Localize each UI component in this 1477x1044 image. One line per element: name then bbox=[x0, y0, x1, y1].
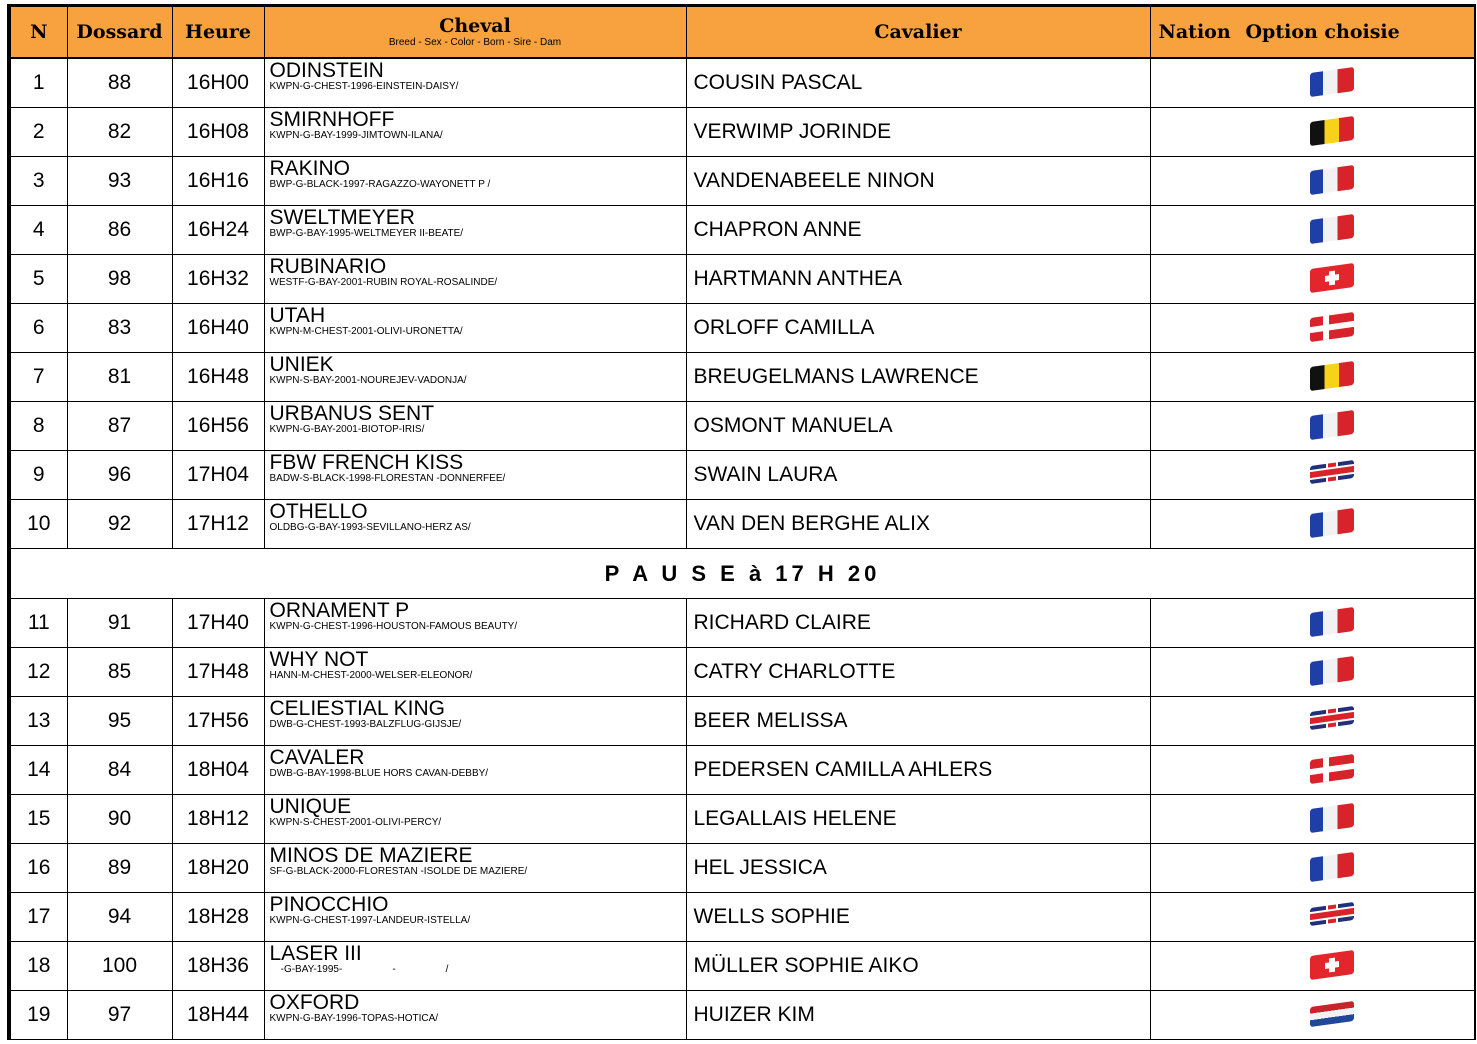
start-time: 18H28 bbox=[172, 893, 264, 942]
row-number: 12 bbox=[9, 648, 67, 697]
horse-pedigree: DWB-G-BAY-1998-BLUE HORS CAVAN-DEBBY/ bbox=[269, 768, 489, 779]
header-dossard: Dossard bbox=[67, 6, 172, 59]
nation-cell bbox=[1150, 648, 1475, 697]
flag-ch-icon bbox=[1310, 263, 1354, 293]
flag-dk-icon bbox=[1310, 754, 1354, 784]
rider-name: SWAIN LAURA bbox=[686, 451, 1150, 500]
flag-nl-icon bbox=[1310, 1001, 1354, 1027]
nation-cell bbox=[1150, 697, 1475, 746]
bib-number: 87 bbox=[67, 402, 172, 451]
bib-number: 83 bbox=[67, 304, 172, 353]
bib-number: 92 bbox=[67, 500, 172, 549]
nation-cell bbox=[1150, 157, 1475, 206]
table-row bbox=[9, 991, 1475, 1040]
row-number: 7 bbox=[9, 353, 67, 402]
row-number: 18 bbox=[9, 942, 67, 991]
horse-pedigree: HANN-M-CHEST-2000-WELSER-ELEONOR/ bbox=[269, 670, 473, 681]
bib-number: 86 bbox=[67, 206, 172, 255]
bib-number: 98 bbox=[67, 255, 172, 304]
start-time: 16H00 bbox=[172, 58, 264, 108]
horse-cell bbox=[264, 402, 686, 451]
table-row bbox=[9, 697, 1475, 746]
flag-fr-icon bbox=[1310, 165, 1354, 195]
horse-name: RUBINARIO bbox=[269, 255, 387, 278]
start-time: 16H16 bbox=[172, 157, 264, 206]
header-cavalier: Cavalier bbox=[686, 6, 1150, 59]
bib-number: 84 bbox=[67, 746, 172, 795]
flag-fr-icon bbox=[1310, 607, 1354, 637]
nation-cell bbox=[1150, 991, 1475, 1040]
table-row bbox=[9, 942, 1475, 991]
horse-pedigree: KWPN-S-BAY-2001-NOUREJEV-VADONJA/ bbox=[269, 375, 467, 386]
start-time: 16H08 bbox=[172, 108, 264, 157]
header-n: N bbox=[9, 6, 67, 59]
row-number: 3 bbox=[9, 157, 67, 206]
rider-name: VERWIMP JORINDE bbox=[686, 108, 1150, 157]
horse-name: OTHELLO bbox=[269, 500, 368, 523]
nation-cell bbox=[1150, 844, 1475, 893]
nation-cell bbox=[1150, 942, 1475, 991]
start-time: 18H04 bbox=[172, 746, 264, 795]
horse-cell bbox=[264, 599, 686, 648]
rider-name: RICHARD CLAIRE bbox=[686, 599, 1150, 648]
rider-name: VAN DEN BERGHE ALIX bbox=[686, 500, 1150, 549]
start-time: 17H04 bbox=[172, 451, 264, 500]
rows-after-pause bbox=[9, 599, 1475, 1040]
nation-cell bbox=[1150, 108, 1475, 157]
row-number: 6 bbox=[9, 304, 67, 353]
horse-name: PINOCCHIO bbox=[269, 893, 389, 916]
bib-number: 95 bbox=[67, 697, 172, 746]
rider-name: HARTMANN ANTHEA bbox=[686, 255, 1150, 304]
table-row bbox=[9, 599, 1475, 648]
bib-number: 82 bbox=[67, 108, 172, 157]
table-row bbox=[9, 108, 1475, 157]
horse-name: ORNAMENT P bbox=[269, 599, 410, 622]
horse-cell bbox=[264, 304, 686, 353]
row-number: 11 bbox=[9, 599, 67, 648]
horse-cell bbox=[264, 893, 686, 942]
row-number: 13 bbox=[9, 697, 67, 746]
bib-number: 96 bbox=[67, 451, 172, 500]
horse-name: UNIQUE bbox=[269, 795, 352, 818]
flag-fr-icon bbox=[1310, 852, 1354, 882]
table-row bbox=[9, 157, 1475, 206]
horse-name: WHY NOT bbox=[269, 648, 369, 671]
table-row bbox=[9, 353, 1475, 402]
nation-cell bbox=[1150, 304, 1475, 353]
horse-name: UNIEK bbox=[269, 353, 334, 376]
horse-name: LASER III bbox=[269, 942, 362, 965]
pause-label: P A U S E à 17 H 20 bbox=[9, 549, 1475, 599]
horse-name: CELIESTIAL KING bbox=[269, 697, 445, 720]
table-row bbox=[9, 893, 1475, 942]
nation-cell bbox=[1150, 255, 1475, 304]
start-time: 18H44 bbox=[172, 991, 264, 1040]
rider-name: VANDENABEELE NINON bbox=[686, 157, 1150, 206]
flag-fr-icon bbox=[1310, 214, 1354, 244]
horse-cell bbox=[264, 157, 686, 206]
nation-cell bbox=[1150, 402, 1475, 451]
start-time: 16H56 bbox=[172, 402, 264, 451]
horse-cell bbox=[264, 353, 686, 402]
rider-name: OSMONT MANUELA bbox=[686, 402, 1150, 451]
row-number: 15 bbox=[9, 795, 67, 844]
horse-name: SWELTMEYER bbox=[269, 206, 415, 229]
horse-pedigree: DWB-G-CHEST-1993-BALZFLUG-GIJSJE/ bbox=[269, 719, 462, 730]
nation-cell bbox=[1150, 746, 1475, 795]
table-row bbox=[9, 648, 1475, 697]
horse-cell bbox=[264, 648, 686, 697]
row-number: 9 bbox=[9, 451, 67, 500]
horse-cell bbox=[264, 697, 686, 746]
horse-cell bbox=[264, 746, 686, 795]
start-time: 16H24 bbox=[172, 206, 264, 255]
horse-name: CAVALER bbox=[269, 746, 365, 769]
table-row bbox=[9, 795, 1475, 844]
row-number: 4 bbox=[9, 206, 67, 255]
flag-fr-icon bbox=[1310, 67, 1354, 97]
horse-cell bbox=[264, 500, 686, 549]
start-time: 16H48 bbox=[172, 353, 264, 402]
bib-number: 88 bbox=[67, 58, 172, 108]
header-cheval bbox=[264, 6, 686, 59]
row-number: 16 bbox=[9, 844, 67, 893]
header-nation-option bbox=[1150, 6, 1475, 59]
horse-pedigree: KWPN-S-CHEST-2001-OLIVI-PERCY/ bbox=[269, 817, 442, 828]
horse-name: OXFORD bbox=[269, 991, 360, 1014]
header-nation: Nation bbox=[1158, 21, 1231, 43]
header-cheval-title: Cheval bbox=[439, 14, 511, 37]
header-option: Option choisie bbox=[1245, 21, 1400, 43]
start-time: 18H12 bbox=[172, 795, 264, 844]
start-list-table bbox=[7, 4, 1476, 1040]
start-time: 17H12 bbox=[172, 500, 264, 549]
nation-cell bbox=[1150, 599, 1475, 648]
table-row bbox=[9, 255, 1475, 304]
rider-name: CATRY CHARLOTTE bbox=[686, 648, 1150, 697]
start-time: 18H36 bbox=[172, 942, 264, 991]
horse-name: RAKINO bbox=[269, 157, 351, 180]
nation-cell bbox=[1150, 795, 1475, 844]
pause-section bbox=[9, 549, 1475, 599]
horse-name: FBW FRENCH KISS bbox=[269, 451, 464, 474]
rider-name: HEL JESSICA bbox=[686, 844, 1150, 893]
horse-pedigree: BWP-G-BLACK-1997-RAGAZZO-WAYONETT P / bbox=[269, 179, 491, 190]
horse-cell bbox=[264, 942, 686, 991]
nation-cell bbox=[1150, 451, 1475, 500]
start-time: 16H32 bbox=[172, 255, 264, 304]
bib-number: 89 bbox=[67, 844, 172, 893]
rider-name: LEGALLAIS HELENE bbox=[686, 795, 1150, 844]
bib-number: 93 bbox=[67, 157, 172, 206]
horse-pedigree: WESTF-G-BAY-2001-RUBIN ROYAL-ROSALINDE/ bbox=[269, 277, 498, 288]
row-number: 5 bbox=[9, 255, 67, 304]
start-time: 17H56 bbox=[172, 697, 264, 746]
table-row bbox=[9, 500, 1475, 549]
header-row bbox=[9, 6, 1475, 59]
bib-number: 94 bbox=[67, 893, 172, 942]
row-number: 19 bbox=[9, 991, 67, 1040]
nation-cell bbox=[1150, 893, 1475, 942]
horse-pedigree: KWPN-G-BAY-1999-JIMTOWN-ILANA/ bbox=[269, 130, 443, 141]
bib-number: 85 bbox=[67, 648, 172, 697]
start-time: 17H48 bbox=[172, 648, 264, 697]
horse-pedigree: BWP-G-BAY-1995-WELTMEYER II-BEATE/ bbox=[269, 228, 464, 239]
horse-cell bbox=[264, 844, 686, 893]
flag-ch-icon bbox=[1310, 950, 1354, 980]
bib-number: 81 bbox=[67, 353, 172, 402]
horse-pedigree: BADW-S-BLACK-1998-FLORESTAN -DONNERFEE/ bbox=[269, 473, 506, 484]
flag-fr-icon bbox=[1310, 508, 1354, 538]
row-number: 1 bbox=[9, 58, 67, 108]
rider-name: CHAPRON ANNE bbox=[686, 206, 1150, 255]
table-row bbox=[9, 844, 1475, 893]
flag-dk-icon bbox=[1310, 312, 1354, 342]
horse-cell bbox=[264, 58, 686, 108]
table-row bbox=[9, 206, 1475, 255]
row-number: 17 bbox=[9, 893, 67, 942]
rider-name: ORLOFF CAMILLA bbox=[686, 304, 1150, 353]
start-time: 18H20 bbox=[172, 844, 264, 893]
nation-cell bbox=[1150, 58, 1475, 108]
horse-pedigree: KWPN-G-CHEST-1996-HOUSTON-FAMOUS BEAUTY/ bbox=[269, 621, 518, 632]
horse-name: ODINSTEIN bbox=[269, 59, 384, 82]
horse-cell bbox=[264, 108, 686, 157]
nation-cell bbox=[1150, 500, 1475, 549]
flag-be-icon bbox=[1310, 361, 1354, 391]
horse-cell bbox=[264, 451, 686, 500]
horse-name: SMIRNHOFF bbox=[269, 108, 395, 131]
horse-pedigree: KWPN-G-CHEST-1997-LANDEUR-ISTELLA/ bbox=[269, 915, 471, 926]
horse-pedigree: KWPN-G-BAY-1996-TOPAS-HOTICA/ bbox=[269, 1013, 439, 1024]
horse-name: MINOS DE MAZIERE bbox=[269, 844, 473, 867]
nation-cell bbox=[1150, 353, 1475, 402]
rider-name: BREUGELMANS LAWRENCE bbox=[686, 353, 1150, 402]
rider-name: BEER MELISSA bbox=[686, 697, 1150, 746]
header-heure: Heure bbox=[172, 6, 264, 59]
horse-name: UTAH bbox=[269, 304, 326, 327]
bib-number: 90 bbox=[67, 795, 172, 844]
rider-name: WELLS SOPHIE bbox=[686, 893, 1150, 942]
flag-be-icon bbox=[1310, 116, 1354, 146]
pause-row bbox=[9, 549, 1475, 599]
horse-pedigree: KWPN-G-BAY-2001-BIOTOP-IRIS/ bbox=[269, 424, 425, 435]
flag-fr-icon bbox=[1310, 410, 1354, 440]
table-row bbox=[9, 402, 1475, 451]
table-row bbox=[9, 304, 1475, 353]
rider-name: COUSIN PASCAL bbox=[686, 58, 1150, 108]
flag-gb-icon bbox=[1310, 460, 1354, 484]
row-number: 10 bbox=[9, 500, 67, 549]
row-number: 14 bbox=[9, 746, 67, 795]
flag-fr-icon bbox=[1310, 803, 1354, 833]
start-time: 16H40 bbox=[172, 304, 264, 353]
bib-number: 91 bbox=[67, 599, 172, 648]
row-number: 2 bbox=[9, 108, 67, 157]
bib-number: 100 bbox=[67, 942, 172, 991]
horse-pedigree: -G-BAY-1995- - / bbox=[269, 964, 449, 975]
table-row bbox=[9, 746, 1475, 795]
horse-cell bbox=[264, 206, 686, 255]
start-list-sheet bbox=[7, 4, 1473, 1040]
horse-pedigree: OLDBG-G-BAY-1993-SEVILLANO-HERZ AS/ bbox=[269, 522, 471, 533]
horse-cell bbox=[264, 991, 686, 1040]
horse-pedigree: KWPN-G-CHEST-1996-EINSTEIN-DAISY/ bbox=[269, 81, 459, 92]
horse-cell bbox=[264, 255, 686, 304]
horse-pedigree: KWPN-M-CHEST-2001-OLIVI-URONETTA/ bbox=[269, 326, 463, 337]
flag-fr-icon bbox=[1310, 656, 1354, 686]
flag-gb-icon bbox=[1310, 902, 1354, 926]
nation-cell bbox=[1150, 206, 1475, 255]
flag-gb-icon bbox=[1310, 706, 1354, 730]
start-time: 17H40 bbox=[172, 599, 264, 648]
horse-cell bbox=[264, 795, 686, 844]
horse-name: URBANUS SENT bbox=[269, 402, 435, 425]
rows-before-pause bbox=[9, 58, 1475, 549]
rider-name: MÜLLER SOPHIE AIKO bbox=[686, 942, 1150, 991]
row-number: 8 bbox=[9, 402, 67, 451]
bib-number: 97 bbox=[67, 991, 172, 1040]
rider-name: HUIZER KIM bbox=[686, 991, 1150, 1040]
table-row bbox=[9, 451, 1475, 500]
table-row bbox=[9, 58, 1475, 108]
horse-pedigree: SF-G-BLACK-2000-FLORESTAN -ISOLDE DE MAZIERE/ bbox=[269, 866, 528, 877]
header-cheval-subtitle: Breed - Sex - Color - Born - Sire - Dam bbox=[388, 36, 562, 48]
rider-name: PEDERSEN CAMILLA AHLERS bbox=[686, 746, 1150, 795]
